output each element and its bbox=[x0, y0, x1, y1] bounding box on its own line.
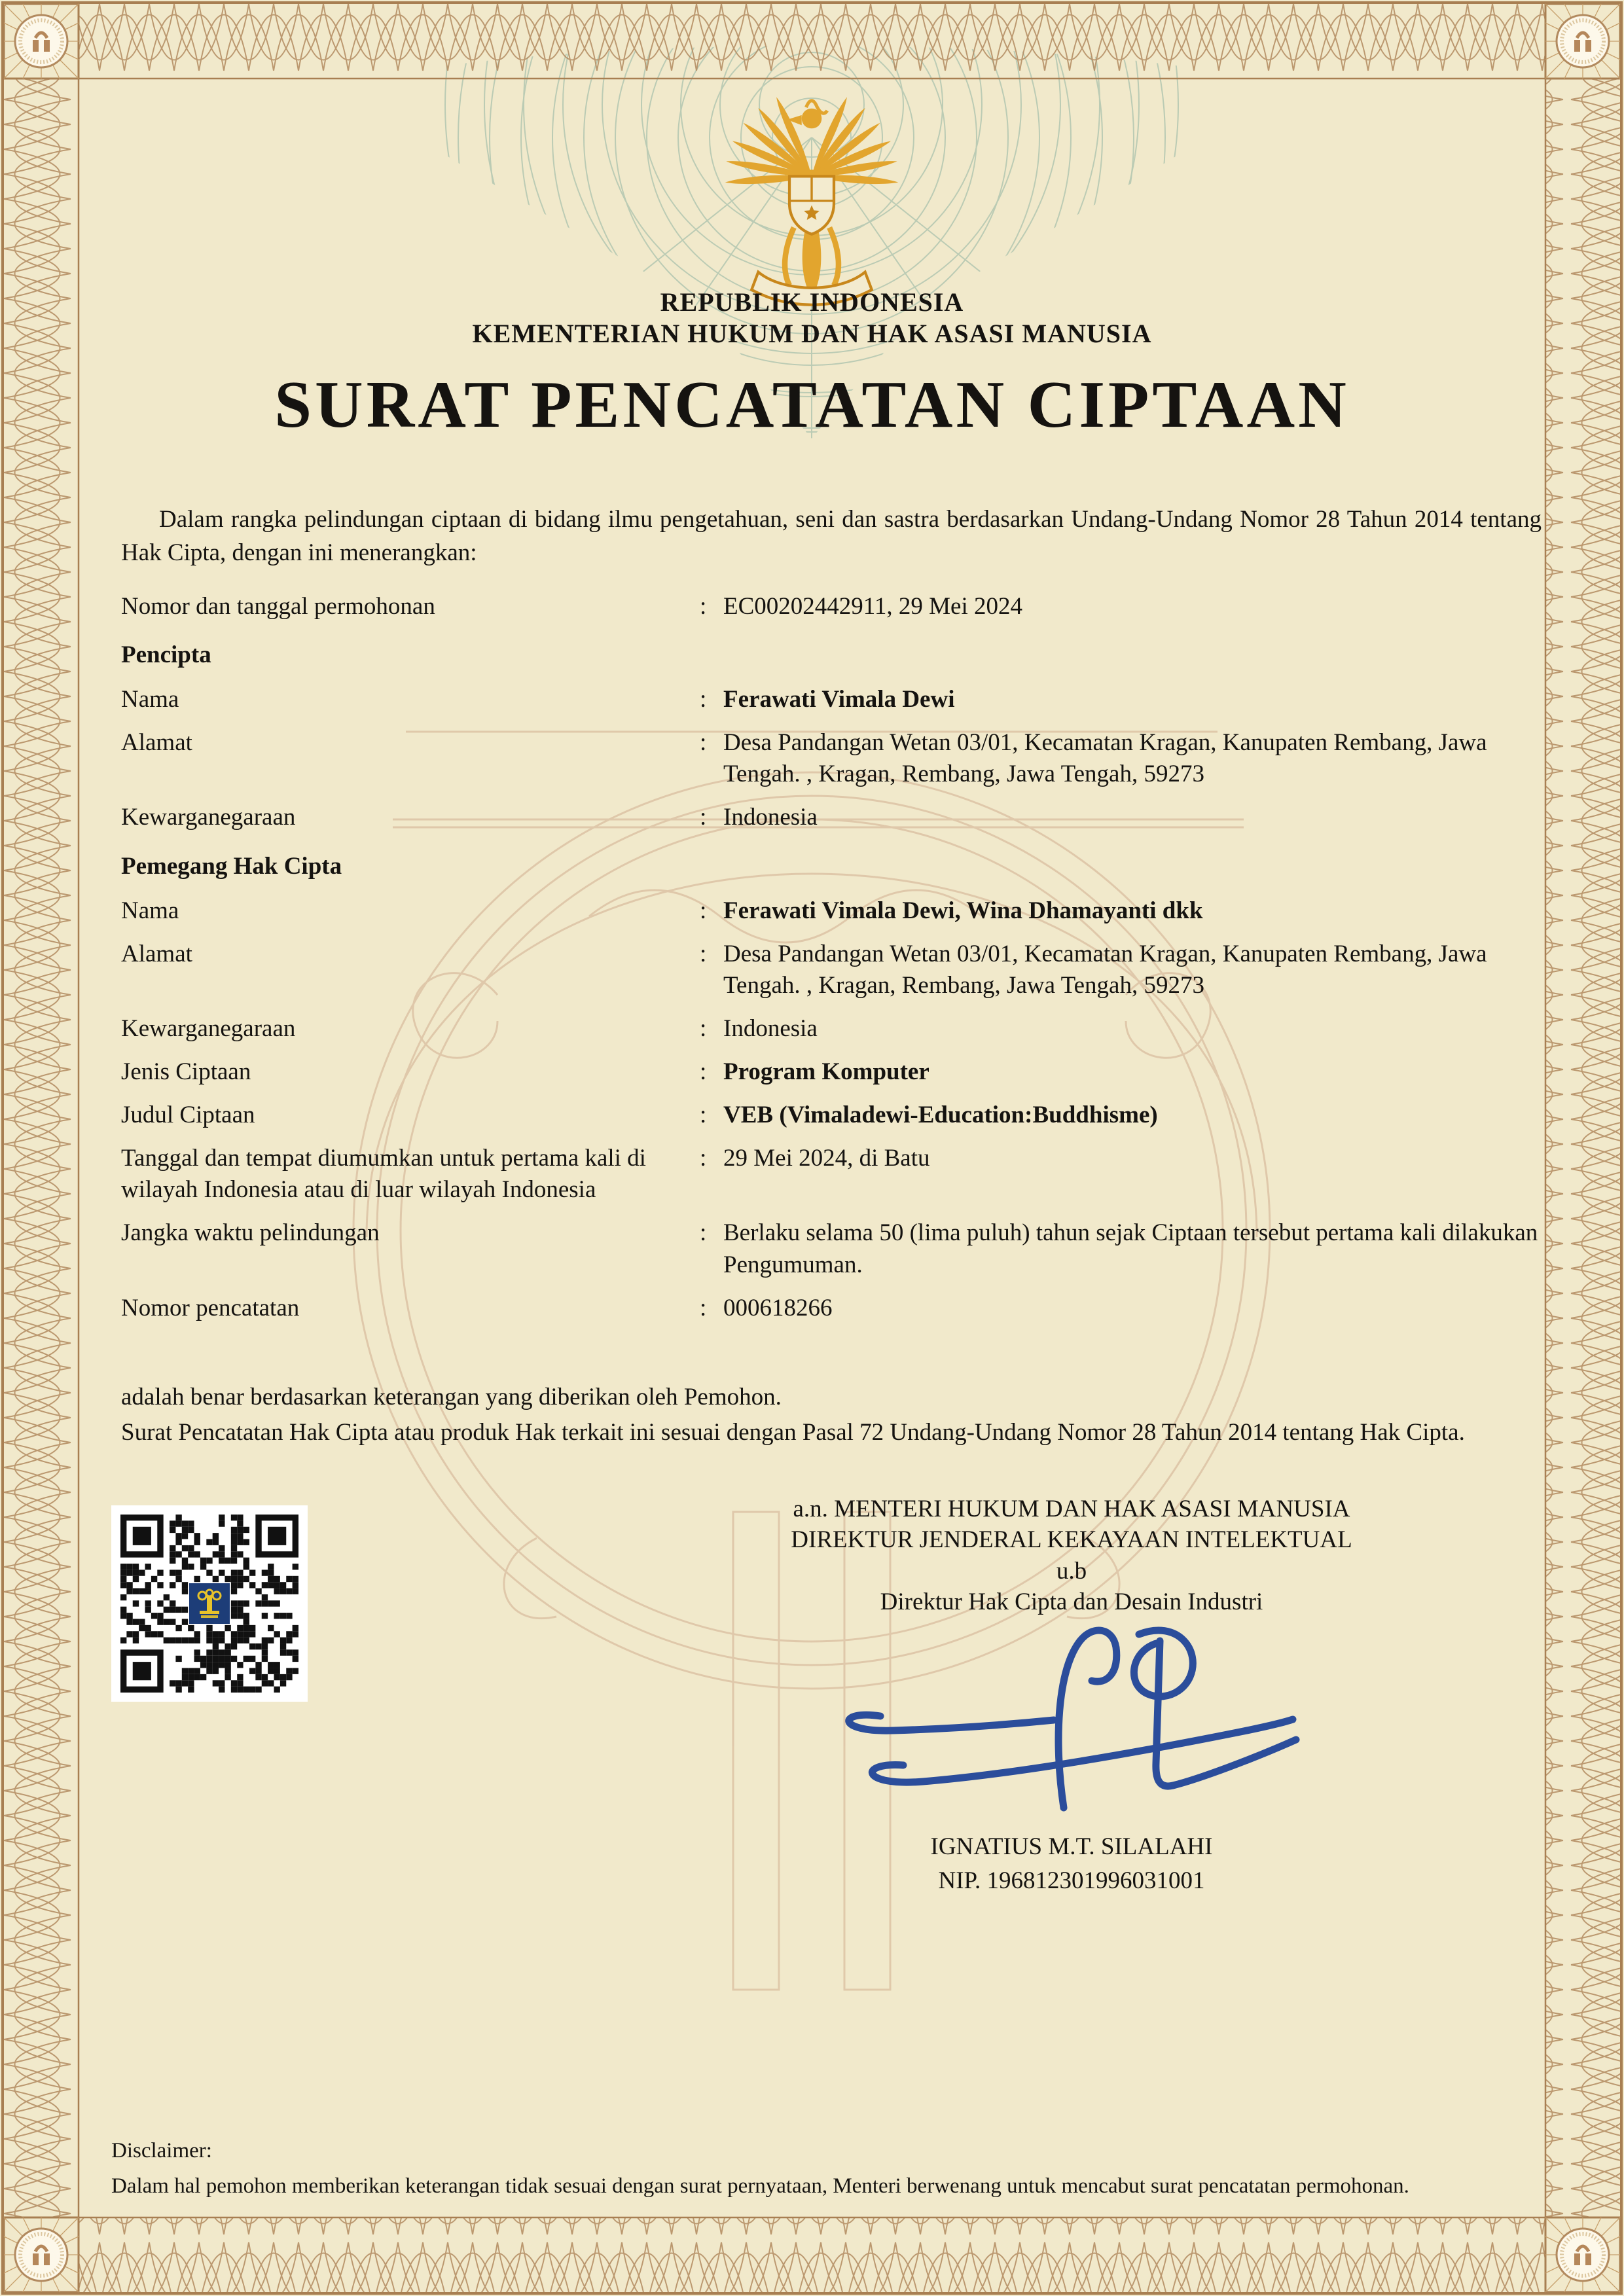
field-value: EC00202442911, 29 Mei 2024 bbox=[723, 593, 1023, 620]
field-colon: : bbox=[700, 1102, 707, 1129]
field-value: Indonesia bbox=[723, 1014, 818, 1042]
field-label: Alamat bbox=[121, 729, 192, 757]
field-label: Alamat bbox=[121, 940, 192, 967]
field-colon: : bbox=[700, 940, 707, 967]
intro-paragraph: Dalam rangka pelindungan ciptaan di bidang ilmu pengetahuan, seni dan sastra berdasarkan Undang-Undang Nomor 28 Tahun 2014 tentang Hak Cipta, dengan ini menerangkan: bbox=[121, 506, 1542, 567]
field-value: Ferawati Vimala Dewi, Wina Dhamayanti dkk bbox=[723, 897, 1203, 924]
closing-line: Surat Pencatatan Hak Cipta atau produk Hak terkait ini sesuai dengan Pasal 72 Undang-Undang Nomor 28 Tahun 2014 tentang Hak Cipta. bbox=[121, 1418, 1465, 1446]
field-colon: : bbox=[700, 1014, 707, 1042]
disclaimer-body: Dalam hal pemohon memberikan keterangan tidak sesuai dengan surat pernyataan, Menteri berwenang untuk mencabut surat pencatatan permohonan. bbox=[111, 2174, 1409, 2198]
field-row bbox=[121, 591, 1542, 622]
signer-nip: NIP. 196812301996031001 bbox=[938, 1867, 1205, 1894]
field-value: Berlaku selama 50 (lima puluh) tahun sejak Ciptaan tersebut pertama kali dilakukan Pengumuman. bbox=[723, 1219, 1538, 1278]
field-label: Jenis Ciptaan bbox=[121, 1058, 251, 1086]
field-label: Tanggal dan tempat diumumkan untuk pertama kali di wilayah Indonesia atau di luar wilayah Indonesia bbox=[121, 1145, 646, 1204]
closing-paragraph bbox=[121, 1382, 1555, 1453]
field-row bbox=[121, 727, 1542, 790]
field-row bbox=[121, 895, 1542, 927]
field-colon: : bbox=[700, 686, 707, 713]
field-label: Nomor pencatatan bbox=[121, 1294, 300, 1321]
fields-table bbox=[121, 591, 1542, 1336]
signer-name: IGNATIUS M.T. SILALAHI bbox=[930, 1833, 1213, 1860]
section-heading: Pemegang Hak Cipta bbox=[121, 852, 342, 880]
field-row bbox=[121, 1143, 1542, 1206]
field-label: Nama bbox=[121, 897, 179, 924]
kemenkumham-logo bbox=[189, 1583, 230, 1624]
field-value: Indonesia bbox=[723, 804, 818, 831]
closing-line: adalah benar berdasarkan keterangan yang diberikan oleh Pemohon. bbox=[121, 1384, 782, 1410]
ministry-title: KEMENTERIAN HUKUM DAN HAK ASASI MANUSIA bbox=[472, 319, 1152, 348]
field-label: Kewarganegaraan bbox=[121, 1014, 296, 1042]
field-value: Ferawati Vimala Dewi bbox=[723, 686, 955, 713]
signing-authority-block bbox=[712, 1494, 1432, 1617]
field-colon: : bbox=[700, 804, 707, 831]
garuda-pancasila-emblem bbox=[700, 85, 923, 308]
field-row bbox=[121, 939, 1542, 1001]
field-colon: : bbox=[700, 593, 707, 620]
position-line: Direktur Hak Cipta dan Desain Industri bbox=[880, 1588, 1263, 1616]
field-value: 29 Mei 2024, di Batu bbox=[723, 1145, 930, 1172]
directorate-line: DIREKTUR JENDERAL KEKAYAAN INTELEKTUAL bbox=[791, 1526, 1352, 1554]
field-row bbox=[121, 1013, 1542, 1045]
ub-line: u.b bbox=[1056, 1557, 1087, 1585]
country-title: REPUBLIK INDONESIA bbox=[660, 287, 964, 317]
field-value: VEB (Vimaladewi-Education:Buddhisme) bbox=[723, 1102, 1158, 1129]
on-behalf-line: a.n. MENTERI HUKUM DAN HAK ASASI MANUSIA bbox=[793, 1496, 1350, 1522]
field-colon: : bbox=[700, 1294, 707, 1321]
signature bbox=[831, 1611, 1329, 1827]
field-row bbox=[121, 1217, 1542, 1280]
disclaimer-block bbox=[111, 2135, 1551, 2202]
disclaimer-title: Disclaimer: bbox=[111, 2139, 212, 2162]
field-value: Desa Pandangan Wetan 03/01, Kecamatan Kragan, Kanupaten Rembang, Jawa Tengah. , Kragan, Rembang, Jawa Tengah, 59273 bbox=[723, 940, 1487, 999]
field-value: 000618266 bbox=[723, 1294, 833, 1321]
field-colon: : bbox=[700, 1219, 707, 1247]
field-colon: : bbox=[700, 1145, 707, 1172]
field-label: Nama bbox=[121, 686, 179, 713]
field-row bbox=[121, 1100, 1542, 1131]
section-heading: Pencipta bbox=[121, 641, 211, 669]
field-colon: : bbox=[700, 1058, 707, 1086]
field-label: Nomor dan tanggal permohonan bbox=[121, 593, 435, 620]
field-colon: : bbox=[700, 729, 707, 757]
document-title: SURAT PENCATATAN CIPTAAN bbox=[274, 368, 1350, 442]
field-row bbox=[121, 684, 1542, 715]
field-row bbox=[121, 1293, 1542, 1324]
field-label: Judul Ciptaan bbox=[121, 1102, 255, 1129]
field-value: Desa Pandangan Wetan 03/01, Kecamatan Kragan, Kanupaten Rembang, Jawa Tengah. , Kragan, Rembang, Jawa Tengah, 59273 bbox=[723, 729, 1487, 788]
field-row bbox=[121, 802, 1542, 833]
field-value: Program Komputer bbox=[723, 1058, 929, 1086]
field-colon: : bbox=[700, 897, 707, 924]
field-row bbox=[121, 1056, 1542, 1088]
field-label: Jangka waktu pelindungan bbox=[121, 1219, 380, 1247]
field-label: Kewarganegaraan bbox=[121, 804, 296, 831]
qr-code bbox=[111, 1505, 308, 1702]
